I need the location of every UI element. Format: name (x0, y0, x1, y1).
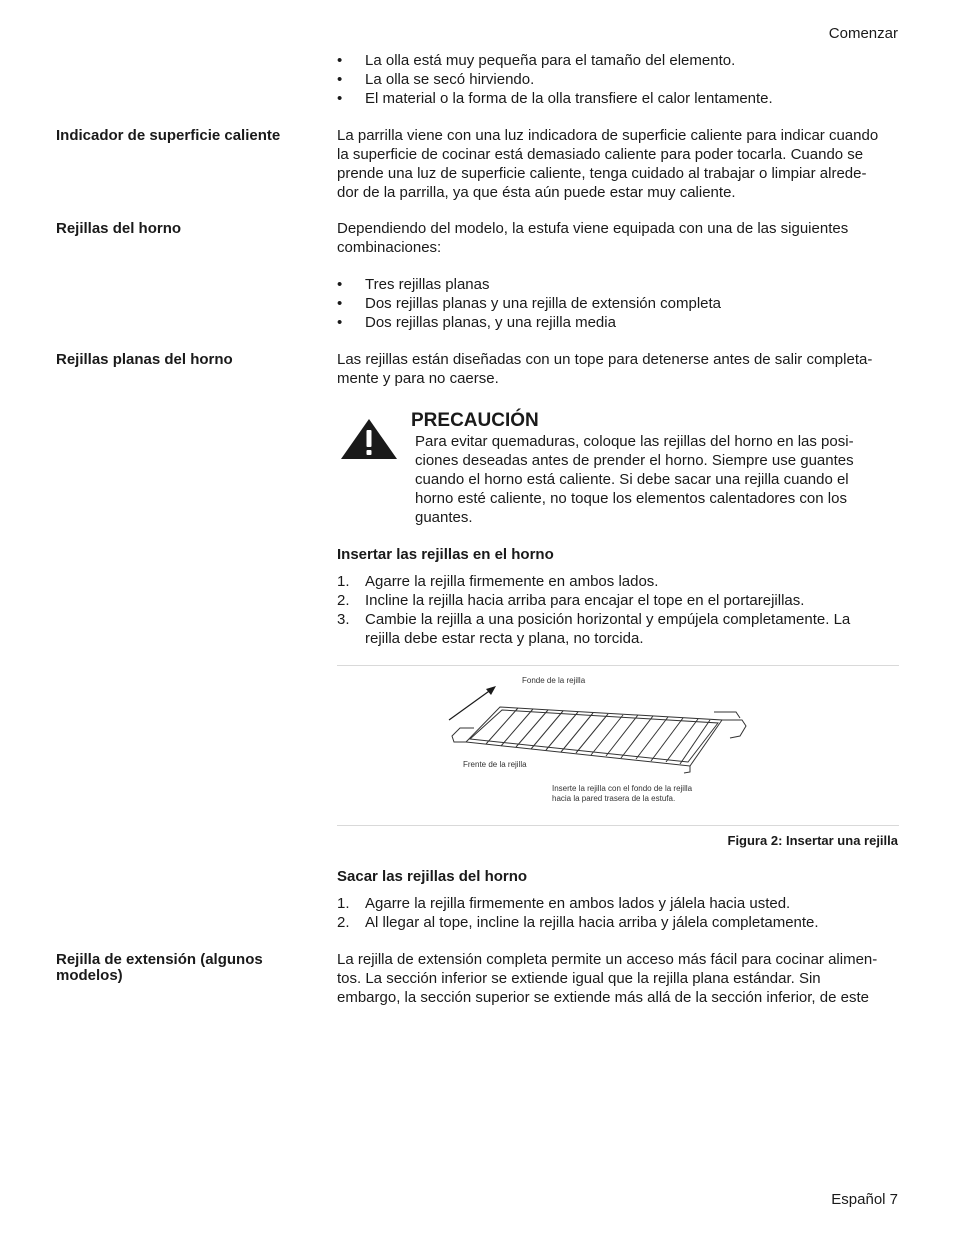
paragraph-line: horno esté caliente, no toque los elementos calentadores con los (415, 490, 847, 507)
step-number: 3. (337, 611, 350, 628)
caution-text (415, 432, 899, 527)
paragraph-line: la superficie de cocinar está demasiado caliente para poder tocarla. Cuando se (337, 146, 864, 163)
step-text: Agarre la rejilla firmemente en ambos lados y jálela hacia usted. (365, 895, 791, 912)
flat-racks-paragraph (337, 350, 899, 388)
figure-label-front: Frente de la rejilla (463, 760, 527, 769)
figure-label-back: Fonde de la rejilla (522, 676, 586, 685)
list-item (337, 894, 899, 913)
caution-title: PRECAUCIÓN (411, 410, 539, 431)
pot-issues-list (337, 51, 899, 108)
paragraph-line: La rejilla de extensión completa permite un acceso más fácil para cocinar alimen- (337, 951, 878, 968)
list-item: • Tres rejillas planas (337, 275, 899, 294)
figure-top-rule (337, 665, 899, 666)
paragraph-line: embargo, la sección superior se extiende más allá de la sección inferior, de este (337, 989, 869, 1006)
paragraph-line: prende una luz de superficie caliente, tenga cuidado al trabajar o limpiar alrede- (337, 165, 867, 182)
paragraph-line: La parrilla viene con una luz indicadora de superficie caliente para indicar cuando (337, 127, 879, 144)
indicator-heading: Indicador de superficie caliente (56, 127, 281, 144)
list-item: • El material o la forma de la olla transfiere el calor lentamente. (337, 89, 899, 108)
list-item (337, 591, 899, 610)
paragraph-line: Las rejillas están diseñadas con un tope para detenerse antes de salir completa- (337, 351, 873, 368)
step-text: Incline la rejilla hacia arriba para encajar el tope en el portarejillas. (365, 592, 805, 609)
step-number: 2. (337, 592, 350, 609)
heading-line: Rejilla de extensión (algunos (56, 951, 263, 968)
paragraph-line: mente y para no caerse. (337, 370, 499, 387)
step-number: 1. (337, 573, 350, 590)
list-item: • Dos rejillas planas, y una rejilla media (337, 313, 899, 332)
figure-caption: Figura 2: Insertar una rejilla (727, 833, 898, 848)
flat-racks-heading: Rejillas planas del horno (56, 351, 233, 368)
figure-bottom-rule (337, 825, 899, 826)
insert-heading: Insertar las rejillas en el horno (337, 546, 554, 563)
paragraph-line: Para evitar quemaduras, coloque las rejillas del horno en las posi- (415, 433, 854, 450)
step-number: 2. (337, 914, 350, 931)
paragraph-line: tos. La sección inferior se extiende igual que la rejilla plana estándar. Sin (337, 970, 821, 987)
paragraph-line: cuando el horno está caliente. Si debe sacar una rejilla cuando el (415, 471, 849, 488)
rack-combinations-list (337, 275, 899, 332)
paragraph-line: combinaciones: (337, 239, 442, 256)
list-item (337, 610, 899, 648)
paragraph-line: guantes. (415, 509, 473, 526)
page-header-section: Comenzar (828, 25, 898, 42)
racks-heading: Rejillas del horno (56, 220, 182, 237)
extension-heading (56, 952, 306, 984)
paragraph-line: ciones deseadas antes de prender el horno. Siempre use guantes (415, 452, 854, 469)
racks-paragraph (337, 219, 899, 257)
heading-line: modelos) (56, 967, 123, 984)
paragraph-line: dor de la parrilla, ya que ésta aún puede estar muy caliente. (337, 184, 736, 201)
insert-steps-list (337, 572, 899, 648)
step-text: Cambie la rejilla a una posición horizontal y empújela completamente. La (365, 611, 851, 628)
step-number: 1. (337, 895, 350, 912)
list-item: • La olla se secó hirviendo. (337, 70, 899, 89)
warning-triangle-icon (340, 418, 398, 460)
indicator-paragraph (337, 126, 899, 202)
figure-label-line: hacia la pared trasera de la estufa. (552, 794, 676, 803)
step-text: rejilla debe estar recta y plana, no torcida. (365, 630, 644, 647)
remove-steps-list (337, 894, 899, 932)
list-item: • La olla está muy pequeña para el tamaño del elemento. (337, 51, 899, 70)
page-footer-number: Español 7 (831, 1191, 898, 1208)
figure-label-insert (552, 784, 692, 804)
figure-label-line: Inserte la rejilla con el fondo de la rejilla (552, 784, 693, 793)
list-item (337, 572, 899, 591)
step-text: Agarre la rejilla firmemente en ambos lados. (365, 573, 659, 590)
paragraph-line: Dependiendo del modelo, la estufa viene equipada con una de las siguientes (337, 220, 849, 237)
step-text: Al llegar al tope, incline la rejilla hacia arriba y jálela completamente. (365, 914, 819, 931)
remove-heading: Sacar las rejillas del horno (337, 868, 528, 885)
list-item: • Dos rejillas planas y una rejilla de extensión completa (337, 294, 899, 313)
list-item (337, 913, 899, 932)
extension-paragraph (337, 950, 899, 1007)
